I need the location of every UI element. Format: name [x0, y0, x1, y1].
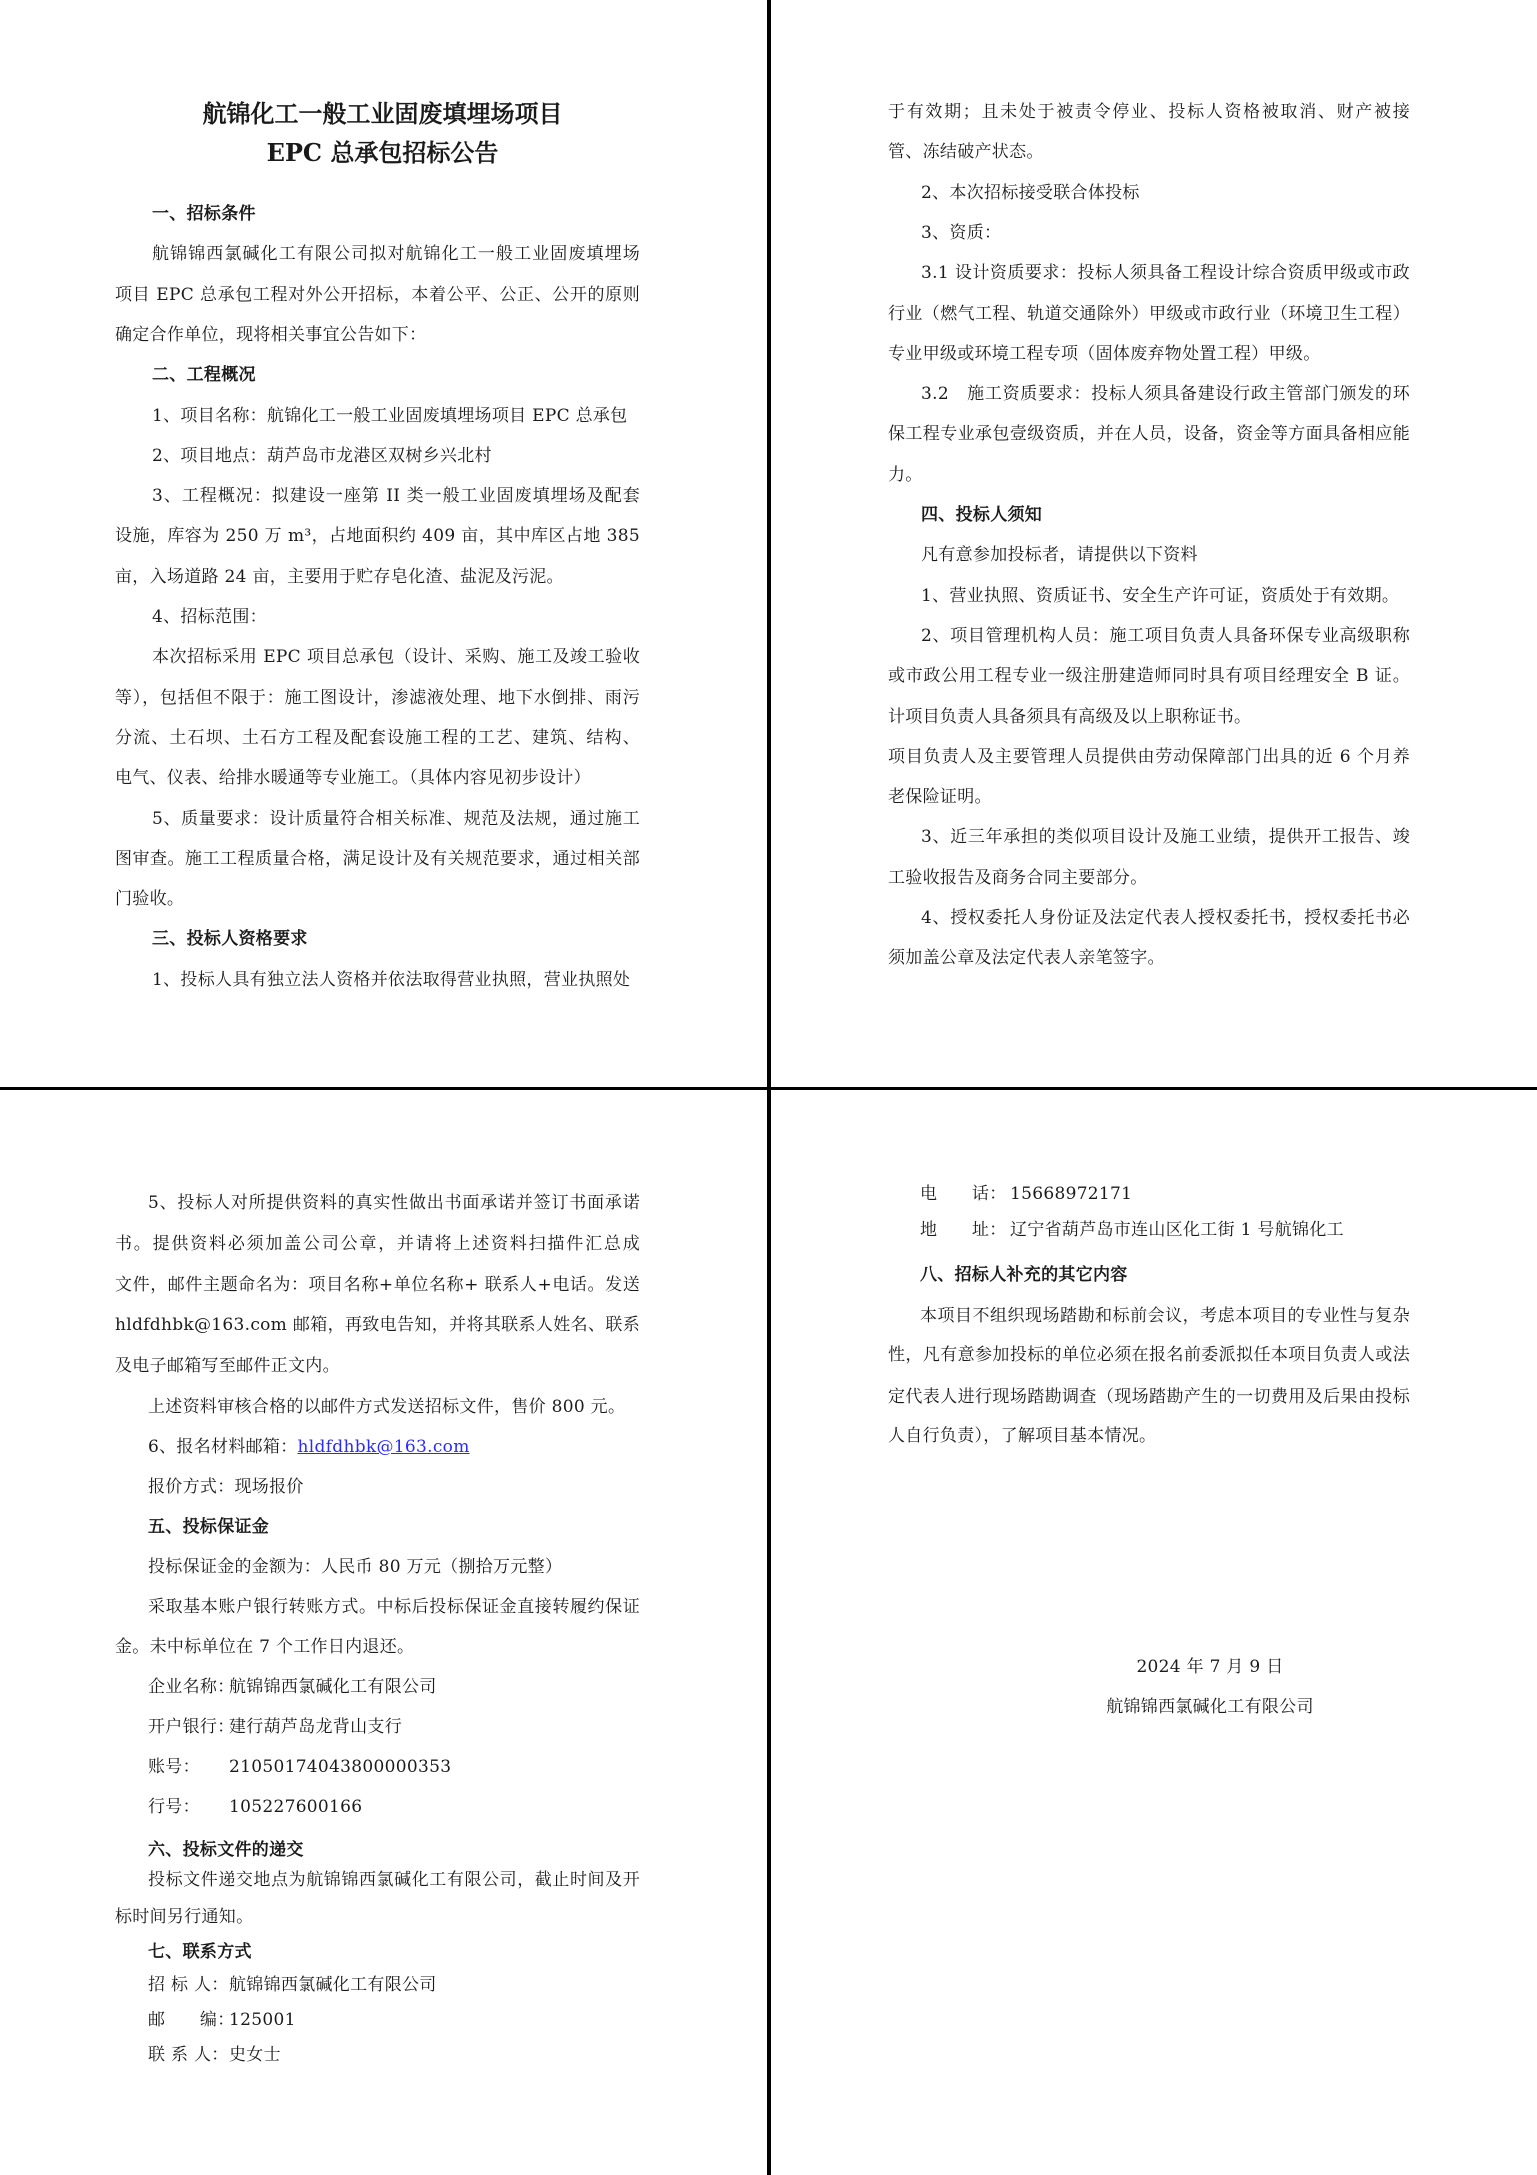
body-text-line: 标时间另行通知。 [115, 1907, 254, 1927]
body-text-line: 3、资质： [921, 222, 1002, 243]
body-text-line: 于有效期；且未处于被责令停业、投标人资格被取消、财产被接 [888, 102, 1410, 122]
body-text-line: 专业甲级或环境工程专项（固体废弃物处置工程）甲级。 [888, 343, 1321, 364]
body-text-line: 行业（燃气工程、轨道交通除外）甲级或市政行业（环境卫生工程） [888, 303, 1410, 324]
body-text-line: 报价方式：现场报价 [148, 1477, 304, 1497]
body-text-line: 设施，库容为 250 万 m³，占地面积约 409 亩，其中库区占地 385 [115, 526, 640, 547]
field-label: 行号： [148, 1797, 200, 1817]
document-title-line-1: 航锦化工一般工业固废填埋场项目 [202, 99, 563, 128]
field-value: 航锦锦西氯碱化工有限公司 [229, 1975, 437, 1995]
body-text-line: 1、营业执照、资质证书、安全生产许可证，资质处于有效期。 [921, 585, 1400, 606]
email-line [148, 1434, 470, 1460]
body-text-line: 航锦锦西氯碱化工有限公司拟对航锦化工一般工业固废填埋场 [152, 244, 640, 265]
field-value: 125001 [229, 2010, 296, 2030]
section-heading: 六、投标文件的递交 [148, 1840, 304, 1860]
page-divider-horizontal [0, 1087, 1537, 1090]
body-text-line: 2、本次招标接受联合体投标 [921, 182, 1140, 203]
body-text-line: 本次招标采用 EPC 项目总承包（设计、采购、施工及竣工验收 [152, 647, 640, 668]
body-text-line: 采取基本账户银行转账方式。中标后投标保证金直接转履约保证 [148, 1597, 640, 1617]
body-text-line: 3.2 施工资质要求：投标人须具备建设行政主管部门颁发的环 [921, 384, 1410, 405]
field-label: 地 址： [920, 1220, 1007, 1240]
field-value: 史女士 [229, 2045, 281, 2065]
body-text-line: 电气、仪表、给排水暖通等专业施工。（具体内容见初步设计） [115, 768, 591, 789]
body-text-line: 管、冻结破产状态。 [888, 142, 1044, 163]
body-text-line: 投标保证金的金额为：人民币 80 万元（捌拾万元整） [148, 1557, 563, 1577]
body-text-line: 1、投标人具有独立法人资格并依法取得营业执照，营业执照处 [152, 969, 631, 990]
section-heading: 七、联系方式 [148, 1942, 252, 1962]
body-text-line: 项目负责人及主要管理人员提供由劳动保障部门出具的近 6 个月养 [888, 746, 1410, 767]
body-text-line: 5、质量要求：设计质量符合相关标准、规范及法规，通过施工 [152, 808, 640, 829]
info-field [148, 2042, 281, 2068]
info-field [148, 1674, 437, 1700]
info-field [148, 1972, 437, 1998]
email-link[interactable]: hldfdhbk@163.com [297, 1437, 470, 1457]
info-field [148, 1794, 362, 1820]
field-value: 航锦锦西氯碱化工有限公司 [229, 1677, 437, 1697]
section-heading: 三、投标人资格要求 [152, 929, 308, 950]
body-text-line: 书。提供资料必须加盖公司公章，并请将上述资料扫描件汇总成 [115, 1234, 640, 1254]
field-value: 辽宁省葫芦岛市连山区化工街 1 号航锦化工 [1010, 1220, 1344, 1240]
body-text-line: 金。未中标单位在 7 个工作日内退还。 [115, 1637, 415, 1657]
body-text-line: hldfdhbk@163.com 邮箱，再致电告知，并将其联系人姓名、联系 [115, 1315, 640, 1335]
body-text-line: 保工程专业承包壹级资质，并在人员，设备，资金等方面具备相应能 [888, 424, 1410, 445]
body-text-line: 文件，邮件主题命名为：项目名称+单位名称+ 联系人+电话。发送 [115, 1275, 640, 1295]
body-text-line: 确定合作单位，现将相关事宜公告如下： [115, 324, 427, 345]
field-label: 账号： [148, 1757, 200, 1777]
field-label: 邮 编： [148, 2010, 235, 2030]
body-text-line: 性，凡有意参加投标的单位必须在报名前委派拟任本项目负责人或法 [888, 1345, 1410, 1365]
section-heading: 四、投标人须知 [921, 505, 1043, 525]
info-field [148, 1714, 402, 1740]
section-heading: 二、工程概况 [152, 365, 256, 386]
body-text-line: 或市政公用工程专业一级注册建造师同时具有项目经理安全 B 证。 [888, 666, 1410, 687]
info-field [148, 2007, 296, 2033]
body-text-line: 及电子邮箱写至邮件正文内。 [115, 1356, 340, 1376]
section-heading: 五、投标保证金 [148, 1517, 270, 1537]
body-text-line: 亩，入场道路 24 亩，主要用于贮存皂化渣、盐泥及污泥。 [115, 566, 564, 587]
body-text-line: 分流、土石坝、土石方工程及配套设施工程的工艺、建筑、结构、 [115, 727, 640, 748]
body-text-line: 2、项目地点：葫芦岛市龙港区双树乡兴北村 [152, 445, 492, 466]
document-title-line-2: EPC 总承包招标公告 [266, 138, 499, 167]
section-heading: 八、招标人补充的其它内容 [920, 1265, 1128, 1285]
body-text-line: 人自行负责），了解项目基本情况。 [888, 1426, 1157, 1446]
section-heading: 一、招标条件 [152, 204, 256, 224]
field-value: 105227600166 [229, 1797, 363, 1817]
body-text-line: 3、工程概况：拟建设一座第 II 类一般工业固废填埋场及配套 [152, 486, 640, 507]
info-field [920, 1217, 1344, 1243]
field-label: 企业名称： [148, 1677, 235, 1697]
field-value: 21050174043800000353 [229, 1757, 452, 1777]
body-text-line: 3、近三年承担的类似项目设计及施工业绩，提供开工报告、竣 [921, 827, 1410, 848]
email-label: 6、报名材料邮箱： [148, 1437, 298, 1457]
field-label: 电 话： [920, 1184, 1007, 1204]
body-text-line: 2、项目管理机构人员：施工项目负责人具备环保专业高级职称 [921, 625, 1410, 646]
info-field [148, 1754, 451, 1780]
body-text-line: 须加盖公章及法定代表人亲笔签字。 [888, 948, 1165, 969]
body-text-line: 定代表人进行现场踏勘调查（现场踏勘产生的一切费用及后果由投标 [888, 1387, 1410, 1407]
body-text-line: 计项目负责人具备须具有高级及以上职称证书。 [888, 706, 1252, 727]
field-label: 联 系 人： [148, 2045, 229, 2065]
body-text-line: 力。 [888, 464, 923, 485]
body-text-line: 投标文件递交地点为航锦锦西氯碱化工有限公司，截止时间及开 [148, 1870, 640, 1890]
body-text-line: 凡有意参加投标者，请提供以下资料 [921, 545, 1198, 566]
info-field [920, 1181, 1132, 1207]
body-text-line: 4、授权委托人身份证及法定代表人授权委托书，授权委托书必 [921, 908, 1410, 928]
field-value: 15668972171 [1010, 1184, 1133, 1204]
body-text-line: 项目 EPC 总承包工程对外公开招标，本着公平、公正、公开的原则 [115, 284, 640, 305]
body-text-line: 等），包括但不限于：施工图设计，渗滤液处理、地下水倒排、雨污 [115, 687, 640, 708]
body-text-line: 上述资料审核合格的以邮件方式发送招标文件，售价 800 元。 [148, 1397, 626, 1417]
field-value: 建行葫芦岛龙背山支行 [229, 1717, 402, 1737]
body-text-line: 工验收报告及商务合同主要部分。 [888, 867, 1148, 888]
body-text-line: 图审查。施工工程质量合格，满足设计及有关规范要求，通过相关部 [115, 848, 640, 869]
body-text-line: 本项目不组织现场踏勘和标前会议，考虑本项目的专业性与复杂 [920, 1306, 1410, 1326]
body-text-line: 3.1 设计资质要求：投标人须具备工程设计综合资质甲级或市政 [921, 263, 1410, 284]
body-text-line: 1、项目名称：航锦化工一般工业固废填埋场项目 EPC 总承包 [152, 405, 628, 426]
issuer-signature: 航锦锦西氯碱化工有限公司 [1106, 1697, 1314, 1717]
document-date: 2024 年 7 月 9 日 [1136, 1657, 1284, 1677]
body-text-line: 老保险证明。 [888, 787, 992, 808]
body-text-line: 5、投标人对所提供资料的真实性做出书面承诺并签订书面承诺 [148, 1193, 640, 1213]
body-text-line: 门验收。 [115, 889, 185, 910]
body-text-line: 4、招标范围： [152, 607, 267, 627]
field-label: 招 标 人： [148, 1975, 229, 1995]
field-label: 开户银行： [148, 1717, 235, 1737]
